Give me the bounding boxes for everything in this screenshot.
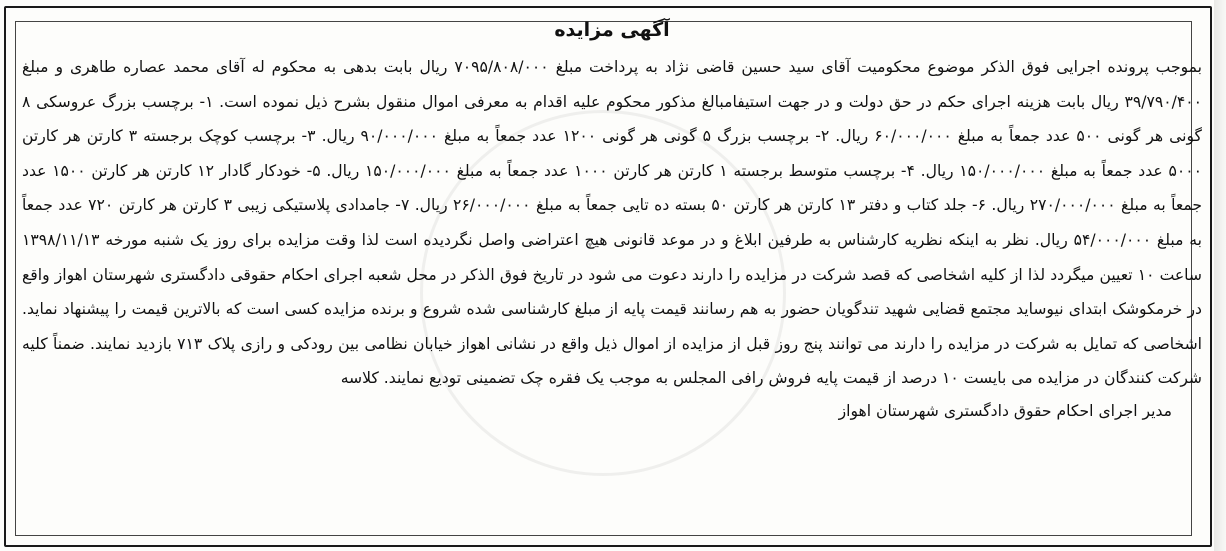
notice-body: بموجب پرونده اجرایی فوق الذکر موضوع محکومیت آقای سید حسین قاضی نژاد به پرداخت مبلغ ۷۰۹۵/۸۰۸/۰۰۰ ریال بابت بدهی به محکوم له آقای محمد عصاره طاهری و مبلغ ۳۹/۷۹۰/۴۰۰ ریال بابت هزینه اجرای حکم در حق دولت و در جهت استیفامبالغ مذکور محکوم علیه اقدام به معرفی اموال منقول بشرح ذیل نموده است. ۱- برچسب بزرگ عروسکی ۸ گونی هر گونی ۵۰۰ عدد جمعاً به مبلغ ۶۰/۰۰۰/۰۰۰ ریال. ۲- برچسب بزرگ ۵ گونی هر گونی ۱۲۰۰ عدد جمعاً به مبلغ ۹۰/۰۰۰/۰۰۰ ریال. ۳- برچسب کوچک برجسته ۳ کارتن هر کارتن ۵۰۰۰ عدد جمعاً به مبلغ ۱۵۰/۰۰۰/۰۰۰ ریال. ۴- برچسب متوسط برجسته ۱ کارتن هر کارتن ۱۰۰۰ عدد جمعاً به مبلغ ۱۵۰/۰۰۰/۰۰۰ ریال. ۵- خودکار گادار ۱۲ کارتن هر کارتن ۱۵۰۰ عدد جمعاً به مبلغ ۲۷۰/۰۰۰/۰۰۰ ریال. ۶- جلد کتاب و دفتر ۱۳ کارتن هر کارتن ۵۰ بسته ده تایی جمعاً به مبلغ ۲۶/۰۰۰/۰۰۰ ریال. ۷- جامدادی پلاستیکی زیبی ۳ کارتن هر کارتن ۷۲۰ عدد جمعاً به مبلغ ۵۴/۰۰۰/۰۰۰ ریال. نظر به اینکه نظریه کارشناس به طرفین ابلاغ و در موعد قانونی هیچ اعتراضی واصل نگردیده است لذا وقت مزایده برای روز یک شنبه مورخه ۱۳۹۸/۱۱/۱۳ ساعت ۱۰ تعیین میگردد لذا از کلیه اشخاصی که قصد شرکت در مزایده را دارند دعوت می شود در تاریخ فوق الذکر در محل شعبه اجرای احکام حقوقی دادگستری شهرستان اهواز واقع در خرمکوشک ابتدای نیوساید مجتمع قضایی شهید تندگویان حضور به هم رسانند قیمت پایه از مبلغ کارشناسی شده شروع و برنده مزایده کسی است که بالاترین قیمت را پیشنهاد نماید. اشخاصی که تمایل به شرکت در مزایده را دارند می توانند پنج روز قبل از مزایده از اموال ذیل واقع در نشانی اهواز خیابان نظامی بین رودکی و رازی پلاک ۷۱۳ بازدید نمایند. ضمناً کلیه شرکت کنندگان در مزایده می بایست ۱۰ درصد از قیمت پایه فروش رافی المجلس به موجب یک فقره چک تضمینی تودیع نمایند. کلاسه [22, 58, 1203, 388]
notice-content [22, 14, 1202, 539]
notice-signature: مدیر اجرای احکام حقوق دادگستری شهرستان اهواز [838, 401, 1172, 420]
page-edge-shadow [1214, 0, 1226, 551]
notice-title: آگهی مزایده [554, 19, 670, 41]
